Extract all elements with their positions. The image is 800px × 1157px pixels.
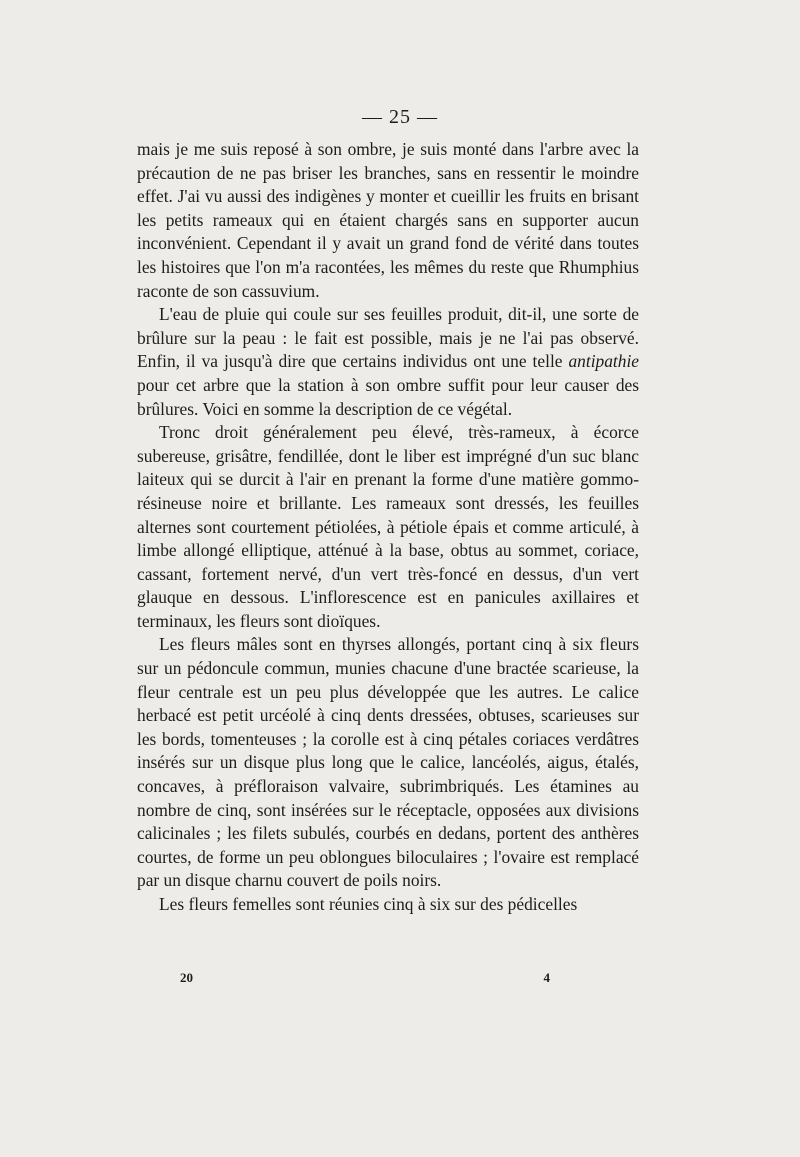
italic-term: antipathie bbox=[568, 351, 639, 372]
paragraph-text: mais je me suis reposé à son ombre, je suis monté dans l'arbre avec la précaution de ne pas briser les branches, sans en ressentir le moindre effet. J'ai vu aussi des indigènes y monter et cueillir les fruits en brisant les petits rameaux qui en étaient chargés sans en supporter aucun inconvénient. Cependant il y avait un grand fond de vérité dans toutes les histoires que l'on m'a racontées, les mêmes du reste que Rhumphius raconte de son cassuvium. bbox=[137, 139, 639, 301]
signature-number: 20 bbox=[180, 970, 193, 985]
paragraph-text: L'eau de pluie qui coule sur ses feuilles produit, dit-il, une sorte de brûlure sur la peau : le fait est possible, mais je ne l'ai pas observé. Enfin, il va jusqu'à dire que certains individus ont une telle bbox=[137, 304, 639, 372]
paragraph-text: Les fleurs mâles sont en thyrses allongés, portant cinq à six fleurs sur un pédoncule commun, munies chacune d'une bractée scarieuse, la fleur centrale est un peu plus développée que les autres. Le calice herbacé est petit urcéolé à cinq dents dressées, obtuses, scarieuses sur les bords, tomenteuses ; la corolle est à cinq pétales coriaces verdâtres insérés sur un disque plus long que le calice, lancéolés, aigus, étalés, concaves, à préfloraison valvaire, subrimbriqués. Les étamines au nombre de cinq, sont insérées sur le réceptacle, opposées aux divisions calicinales ; les filets subulés, courbés en dedans, portent des anthères courtes, de forme un peu oblongues biloculaires ; l'ovaire est remplacé par un disque charnu couvert de poils noirs. bbox=[137, 634, 639, 891]
paragraph bbox=[137, 633, 639, 893]
paragraph bbox=[137, 303, 639, 421]
page-number: — 25 — bbox=[362, 106, 438, 128]
paragraph-text: Les fleurs femelles sont réunies cinq à six sur des pédicelles bbox=[159, 894, 578, 914]
paragraph-text: Tronc droit généralement peu élevé, très-rameux, à écorce subereuse, grisâtre, fendillée, dont le liber est imprégné d'un suc blanc laiteux qui se durcit à l'air en prenant la forme d'une matière gommo-résineuse noire et brillante. Les rameaux sont dressés, les feuilles alternes sont courtement pétiolées, à pétiole épais et comme articulé, à limbe allongé elliptique, atténué à la base, obtus au sommet, coriace, cassant, fortement nervé, d'un vert très-foncé en dessus, d'un vert glauque en dessous. L'inflorescence est en panicules axillaires et terminaux, les fleurs sont dioïques. bbox=[137, 422, 639, 631]
paragraph bbox=[137, 893, 639, 917]
body-text bbox=[137, 138, 639, 917]
paragraph-text: pour cet arbre que la station à son ombre suffit pour leur causer des brûlures. Voici en somme la description de ce végétal. bbox=[137, 374, 639, 419]
paragraph bbox=[137, 421, 639, 633]
signature-mark: 4 bbox=[543, 970, 550, 985]
paragraph bbox=[137, 138, 639, 303]
